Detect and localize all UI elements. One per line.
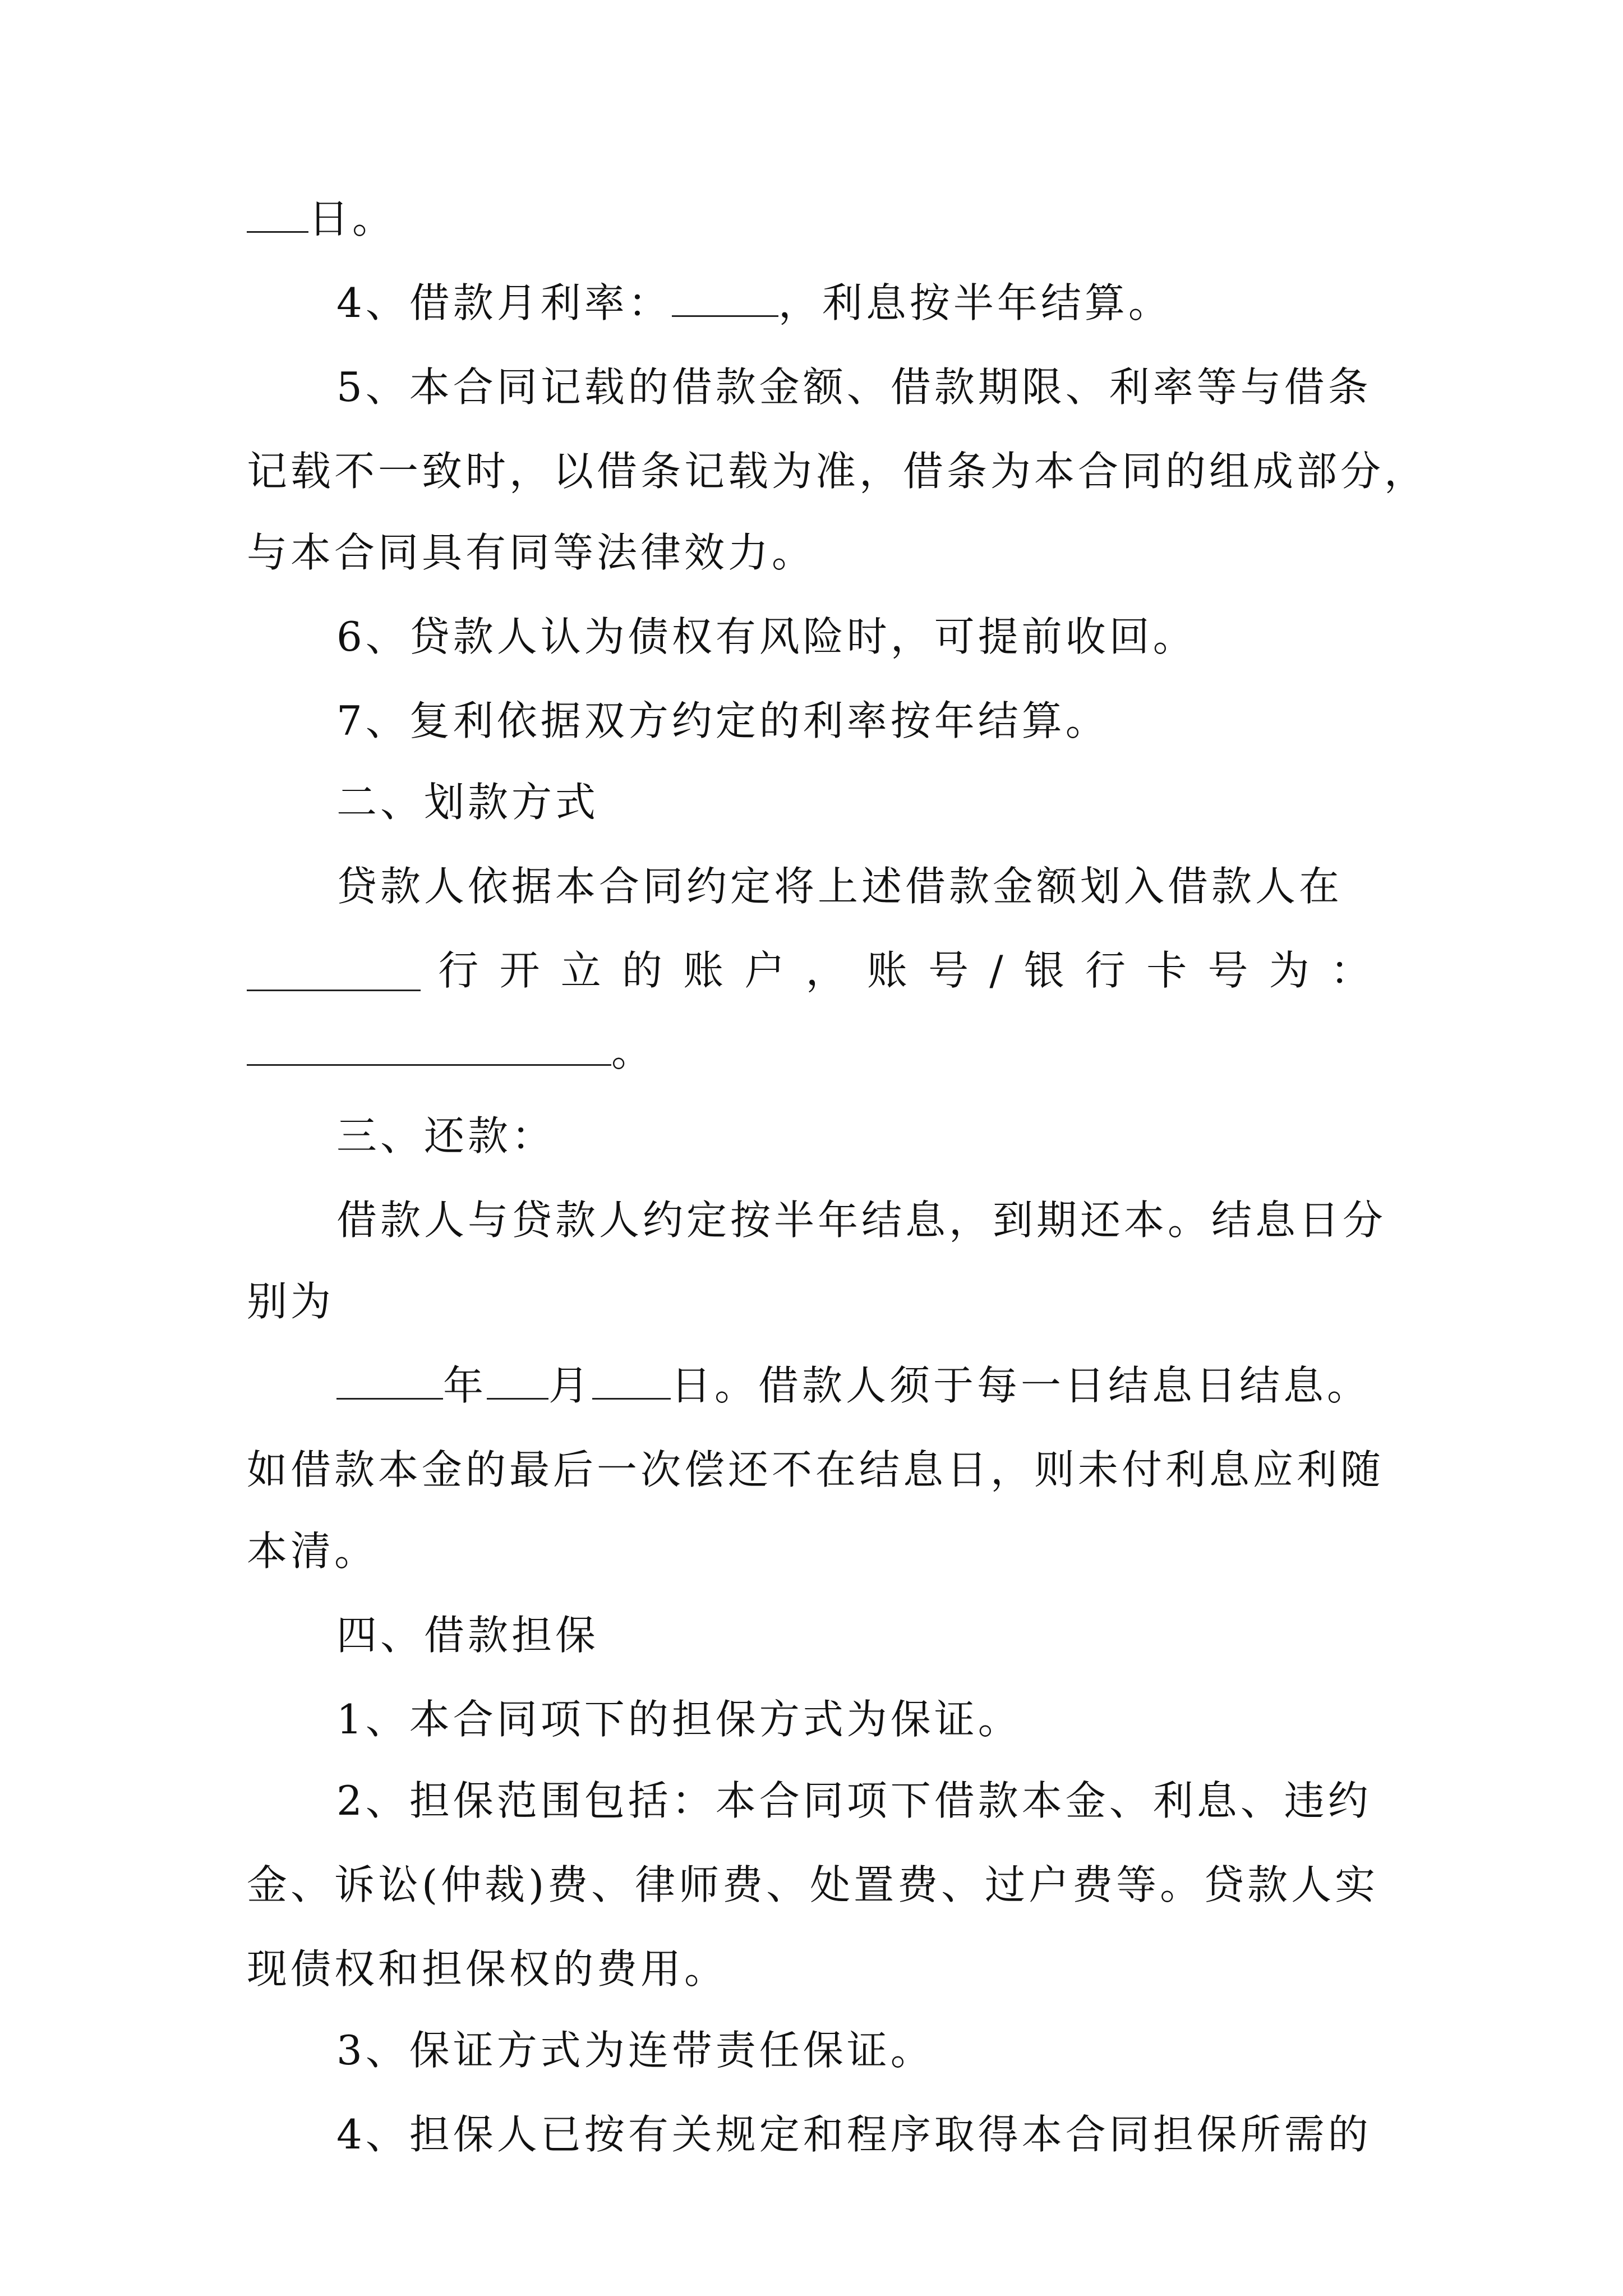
text-line: [336, 1358, 1385, 1414]
spread-char: 卡: [1146, 947, 1191, 994]
text-line: 金、诉讼(仲裁)费、律师费、处置费、过户费等。贷款人实: [247, 1861, 1379, 1908]
fill-blank: [336, 1359, 443, 1400]
spread-char: 户: [744, 947, 789, 994]
spread-char: 账: [866, 947, 911, 994]
text-span: 日。: [308, 195, 396, 242]
text-line: 别为: [247, 1278, 335, 1325]
spread-char: 号: [928, 947, 972, 994]
spread-char: 账: [683, 947, 727, 994]
text-line: 借款人与贷款人约定按半年结息，到期还本。结息日分: [336, 1197, 1387, 1244]
text-line: 3、保证方式为连带责任保证。: [336, 2027, 934, 2074]
spread-char: 为: [1269, 947, 1313, 994]
fill-blank: [592, 1359, 671, 1400]
text-line: [247, 1024, 1374, 1080]
fill-blank: [247, 1025, 611, 1066]
text-line: 如借款本金的最后一次偿还不在结息日，则未付利息应利随: [247, 1446, 1385, 1493]
spread-char: 的: [621, 947, 666, 994]
text-line: 与本合同具有同等法律效力。: [247, 529, 816, 576]
text-span: 月: [548, 1362, 593, 1409]
section-heading: 二、划款方式: [336, 779, 600, 826]
fill-blank: [487, 1359, 548, 1400]
spread-char: 立: [560, 947, 605, 994]
text-span: 。: [611, 1028, 656, 1075]
text-span: 年: [443, 1362, 487, 1409]
spread-char: 开: [499, 947, 543, 994]
text-line-spread: [247, 942, 1374, 999]
text-line: 记载不一致时，以借条记载为准，借条为本合同的组成部分，: [247, 448, 1428, 495]
text-line: 1、本合同项下的担保方式为保证。: [336, 1696, 1022, 1743]
text-line: 本清。: [247, 1527, 379, 1575]
text-line: 7、复利依据双方约定的利率按年结算。: [336, 697, 1109, 744]
fill-blank: [672, 276, 778, 317]
text-line: 2、担保范围包括：本合同项下借款本金、利息、违约: [336, 1777, 1372, 1824]
text-line: [247, 191, 1374, 247]
text-line: 现债权和担保权的费用。: [247, 1945, 728, 1993]
section-heading: 三、还款：: [336, 1112, 556, 1159]
text-span: ，利息按半年结算。: [778, 279, 1172, 326]
fill-blank: [247, 192, 308, 233]
text-line: 5、本合同记载的借款金额、借款期限、利率等与借条: [336, 364, 1372, 411]
spread-char: 银: [1023, 947, 1068, 994]
text-line: 4、担保人已按有关规定和程序取得本合同担保所需的: [336, 2111, 1372, 2158]
spread-char: /: [989, 947, 1007, 994]
text-line: [336, 275, 1385, 331]
spread-char: 号: [1207, 947, 1252, 994]
text-line: 贷款人依据本合同约定将上述借款金额划入借款人在: [336, 863, 1343, 910]
fill-blank: [247, 950, 421, 991]
text-span: 日。借款人须于每一日结息日结息。: [671, 1362, 1371, 1409]
text-line: 6、贷款人认为债权有风险时，可提前收回。: [336, 613, 1197, 660]
spread-char: 行: [1085, 947, 1129, 994]
spread-char: ：: [1330, 947, 1374, 994]
section-heading: 四、借款担保: [336, 1612, 600, 1659]
spread-char: ，: [805, 947, 850, 994]
text-span: 4、借款月利率：: [336, 279, 672, 326]
spread-char: 行: [438, 947, 482, 994]
